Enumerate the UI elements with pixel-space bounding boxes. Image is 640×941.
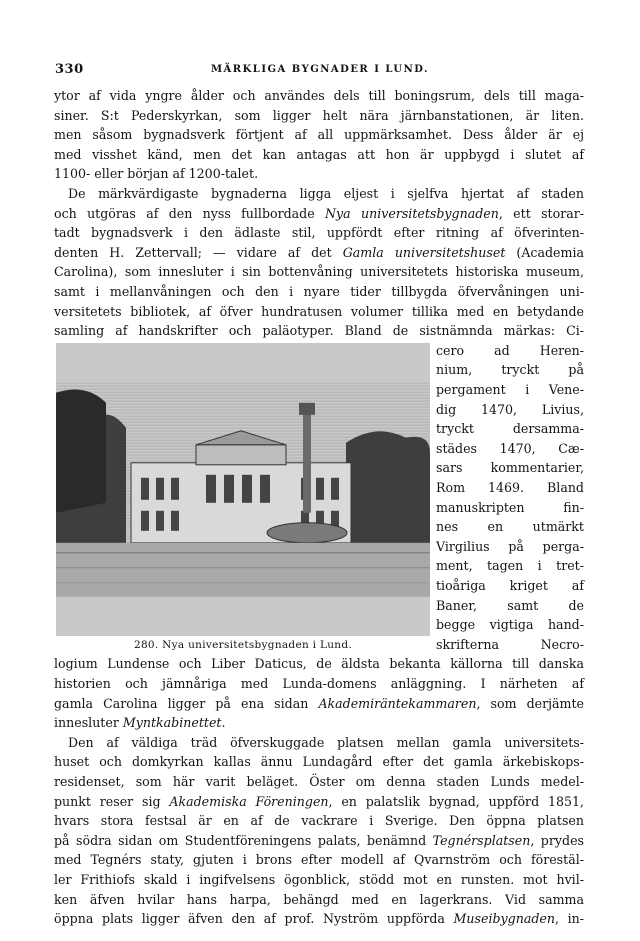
italic-term: Akademiska Föreningen [169,793,329,809]
text-line: 1100- eller början af 1200-talet. [54,166,259,182]
text-line: versitetets bibliotek, af öfver hundratusen volumer tillika med en betydande [54,303,584,319]
text-line: innesluter Myntkabinettet. [54,715,226,731]
text-line: logium Lundense och Liber Daticus, de äldsta bekanta källorna till danska [54,656,584,672]
side-line: Rom 1469. Bland [436,480,584,495]
side-line: nium, tryckt på [436,362,584,378]
side-line: cero ad Heren- [436,342,584,358]
text-line: tadt bygnadsverk i den ädlaste stil, uppfördt efter ritning af öfverinten- [54,225,584,241]
side-line: manuskripten fin- [436,499,584,515]
side-line: sars kommentarier, [436,460,584,476]
italic-term: Myntkabinettet [122,715,222,731]
text-line: Carolina), som innesluter i sin bottenvåning universitetets historiska museum, [54,264,584,280]
text-line: samling af handskrifter och paläotyper. Bland de sistnämnda märkas: Ci- [54,323,584,339]
text-line: hvars stora festsal är en af de vackrare i Sverige. Den öppna platsen [54,813,584,829]
side-line: pergament i Vene- [436,382,584,397]
side-line: skrifterna Necro- [436,636,584,652]
text-line: residenset, som här varit beläget. Öster om denna staden Lunds medel- [54,774,584,789]
university-building-illustration [56,343,430,637]
side-line: Virgilius på perga- [436,538,584,554]
text-line: och utgöras af den nyss fullbordade Nya universitetsbygnaden, ett storar- [54,205,584,221]
side-line: städes 1470, Cæ- [436,440,584,456]
italic-term: Akademiräntekammaren [318,695,477,711]
text-line: De märkvärdigaste bygnaderna ligga eljest i sjelfva hjertat af staden [68,186,584,201]
text-line: på södra sidan om Studentföreningens palats, benämnd Tegnérsplatsen, prydes [54,832,584,848]
text-line: huset och domkyrkan kallas ännu Lundagård efter det gamla ärkebiskops- [54,754,584,770]
text-line: gamla Carolina ligger på ena sidan Akademiräntekammaren, som derjämte [54,695,584,711]
text-line: med visshet känd, men det kan antagas att hon är uppbygd i slutet af [54,146,584,162]
page-header [50,62,590,82]
text-line: denten H. Zettervall; — vidare af det Gamla universitetshuset (Academia [54,244,584,260]
page-number: 330 [55,62,84,77]
text-line: punkt reser sig Akademiska Föreningen, en palatslik bygnad, uppförd 1851, [54,793,585,809]
italic-term: Gamla universitetshuset [342,244,506,260]
text-line: siner. S:t Pederskyrkan, som ligger helt nära järnbanstationen, är liten. [54,107,584,123]
side-line: tioåriga kriget af [436,578,584,593]
side-line: begge vigtiga hand- [436,617,584,633]
text-line: samt i mellanvåningen och den i nyare tider tillbygda öfvervåningen uni- [54,284,584,299]
text-line: ken äfven hvilar hans harpa, behängd med en lagerkrans. Vid samma [54,891,584,907]
text-line: med Tegnérs staty, gjuten i brons efter modell af Qvarnström och förestäl- [54,852,584,868]
italic-term: Museibygnaden [453,911,555,927]
side-line: tryckt dersamma- [436,421,584,437]
text-line: ler Frithiofs skald i ingifvelsens ögonblick, stödd mot en runsten. mot hvil- [54,872,584,887]
running-title: MÄRKLIGA BYGNADER I LUND. [210,64,430,75]
italic-term: Tegnérsplatsen [432,832,531,848]
text-line: ytor af vida yngre ålder och användes dels till boningsrum, dels till maga- [54,88,584,103]
figure-caption: 280. Nya universitetsbygnaden i Lund. [133,639,353,652]
side-line: dig 1470, Livius, [436,401,584,417]
engraving-image [56,343,430,637]
side-line: Baner, samt de [436,597,584,613]
text-line: öppna plats ligger äfven den af prof. Nyström uppförda Museibygnaden, in- [54,911,584,927]
italic-term: Nya universitetsbygnaden [325,205,499,221]
side-line: nes en utmärkt [436,519,584,535]
text-line: Den af väldiga träd öfverskuggade platsen mellan gamla universitets- [68,734,584,750]
text-line: men såsom bygnadsverk förtjent af all uppmärksamhet. Dess ålder är ej [54,127,584,143]
text-line: historien och jämnåriga med Lunda-domens anläggning. I närheten af [54,676,584,691]
side-line: ment, tagen i tret- [436,558,584,574]
